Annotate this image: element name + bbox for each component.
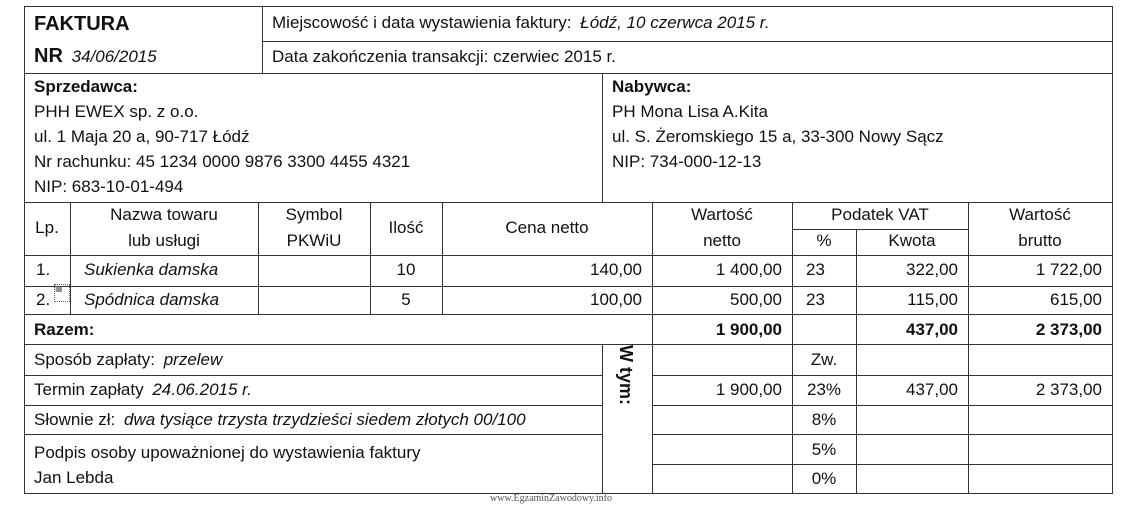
col-header-vat-amount: Kwota bbox=[888, 231, 936, 250]
col-header-symbol-2: PKWiU bbox=[286, 231, 342, 250]
row-net: 500,00 bbox=[730, 290, 782, 309]
payment-method bbox=[34, 350, 222, 370]
row-name: Sukienka damska bbox=[84, 260, 219, 279]
breakdown-gross: 2 373,00 bbox=[1035, 380, 1102, 399]
row-price: 100,00 bbox=[590, 290, 642, 309]
row-gross: 615,00 bbox=[1050, 290, 1102, 309]
breakdown-rate: Zw. bbox=[810, 350, 838, 369]
row-gross: 1 722,00 bbox=[1035, 260, 1102, 279]
total-net: 1 900,00 bbox=[715, 320, 782, 339]
grid-line bbox=[792, 229, 968, 230]
grid-line bbox=[652, 375, 1113, 376]
breakdown-vat: 437,00 bbox=[906, 380, 958, 399]
issue-place-date bbox=[272, 13, 770, 33]
total-label: Razem: bbox=[34, 320, 95, 339]
issue-place-date-label: Miejscowość i data wystawienia faktury: bbox=[272, 13, 572, 32]
col-header-name-2: lub usługi bbox=[128, 231, 200, 250]
col-header-net-2: netto bbox=[703, 231, 741, 250]
grid-line bbox=[24, 255, 1113, 256]
breakdown-rate: 8% bbox=[811, 410, 837, 429]
seller-account: Nr rachunku: 45 1234 0000 9876 3300 4455 4321 bbox=[34, 152, 411, 171]
row-price: 140,00 bbox=[590, 260, 642, 279]
row-vat-amount: 322,00 bbox=[906, 260, 958, 279]
total-vat: 437,00 bbox=[906, 320, 958, 339]
grid-line bbox=[24, 314, 1113, 315]
payment-due-label: Termin zapłaty bbox=[34, 380, 144, 399]
signature-label: Podpis osoby upoważnionej do wystawienia faktury bbox=[34, 443, 421, 462]
grid-line bbox=[602, 344, 603, 494]
grid-line bbox=[24, 405, 602, 406]
invoice-title: FAKTURA bbox=[34, 13, 130, 35]
payment-due bbox=[34, 380, 252, 400]
breakdown-rate: 0% bbox=[811, 469, 837, 488]
row-net: 1 400,00 bbox=[715, 260, 782, 279]
invoice-number-label: NR bbox=[34, 45, 63, 67]
row-qty: 10 bbox=[396, 260, 416, 279]
amount-in-words bbox=[34, 410, 526, 430]
payment-method-label: Sposób zapłaty: bbox=[34, 350, 155, 369]
buyer-address: ul. S. Żeromskiego 15 a, 33-300 Nowy Sącz bbox=[612, 127, 944, 146]
col-header-lp: Lp. bbox=[35, 218, 59, 237]
grid-line bbox=[24, 286, 1113, 287]
row-vat-pct: 23 bbox=[806, 260, 825, 279]
grid-line bbox=[24, 73, 1113, 74]
buyer-name: PH Mona Lisa A.Kita bbox=[612, 102, 768, 121]
invoice-number bbox=[34, 46, 157, 67]
buyer-heading: Nabywca: bbox=[612, 77, 692, 96]
col-header-vat: Podatek VAT bbox=[831, 205, 929, 224]
breakdown-rate: 23% bbox=[806, 380, 842, 399]
grid-line bbox=[24, 375, 602, 376]
grid-line bbox=[652, 405, 1113, 406]
invoice-number-value: 34/06/2015 bbox=[71, 47, 157, 66]
grid-line bbox=[652, 434, 1113, 435]
col-header-gross-2: brutto bbox=[1018, 231, 1062, 250]
row-lp: 2. bbox=[36, 290, 51, 309]
breakdown-rate: 5% bbox=[811, 440, 837, 459]
grid-line bbox=[1112, 6, 1113, 494]
grid-line bbox=[24, 344, 1113, 345]
amount-in-words-value: dwa tysiące trzysta trzydzieści siedem złotych 00/100 bbox=[124, 410, 526, 429]
breakdown-net: 1 900,00 bbox=[715, 380, 782, 399]
issue-place-date-value: Łódź, 10 czerwca 2015 r. bbox=[580, 13, 770, 32]
row-lp: 1. bbox=[36, 260, 51, 279]
transaction-end-date: Data zakończenia transakcji: czerwiec 2015 r. bbox=[272, 47, 616, 66]
total-gross: 2 373,00 bbox=[1035, 320, 1102, 339]
ocr-marker-icon: ▦ bbox=[54, 284, 70, 302]
watermark: www.EgzaminZawodowy.info bbox=[490, 493, 613, 504]
col-header-qty: Ilość bbox=[388, 218, 424, 237]
payment-due-value: 24.06.2015 r. bbox=[152, 380, 252, 399]
row-vat-pct: 23 bbox=[806, 290, 825, 309]
amount-in-words-label: Słownie zł: bbox=[34, 410, 116, 429]
grid-line bbox=[262, 6, 263, 73]
col-header-net-1: Wartość bbox=[691, 205, 753, 224]
col-header-symbol-1: Symbol bbox=[285, 205, 343, 224]
buyer-nip: NIP: 734-000-12-13 bbox=[612, 152, 762, 171]
col-header-vat-pct: % bbox=[816, 231, 832, 250]
grid-line bbox=[24, 434, 602, 435]
breakdown-caption bbox=[604, 345, 644, 435]
row-vat-amount: 115,00 bbox=[907, 290, 958, 309]
seller-name: PHH EWEX sp. z o.o. bbox=[34, 102, 199, 121]
grid-line bbox=[652, 464, 1113, 465]
seller-address: ul. 1 Maja 20 a, 90-717 Łódź bbox=[34, 127, 250, 146]
grid-line bbox=[262, 41, 1113, 42]
col-header-gross-1: Wartość bbox=[1009, 205, 1071, 224]
payment-method-value: przelew bbox=[163, 350, 223, 369]
breakdown-caption-text: W tym: bbox=[616, 345, 636, 405]
col-header-name-1: Nazwa towaru bbox=[110, 205, 218, 224]
row-name: Spódnica damska bbox=[84, 290, 220, 309]
seller-heading: Sprzedawca: bbox=[34, 77, 138, 96]
seller-nip: NIP: 683-10-01-494 bbox=[34, 177, 184, 196]
signature-name: Jan Lebda bbox=[34, 468, 114, 487]
grid-line bbox=[24, 202, 1113, 203]
grid-line bbox=[24, 6, 25, 494]
grid-line bbox=[24, 6, 1113, 7]
grid-line bbox=[602, 73, 603, 202]
col-header-price: Cena netto bbox=[505, 218, 589, 237]
row-qty: 5 bbox=[401, 290, 411, 309]
